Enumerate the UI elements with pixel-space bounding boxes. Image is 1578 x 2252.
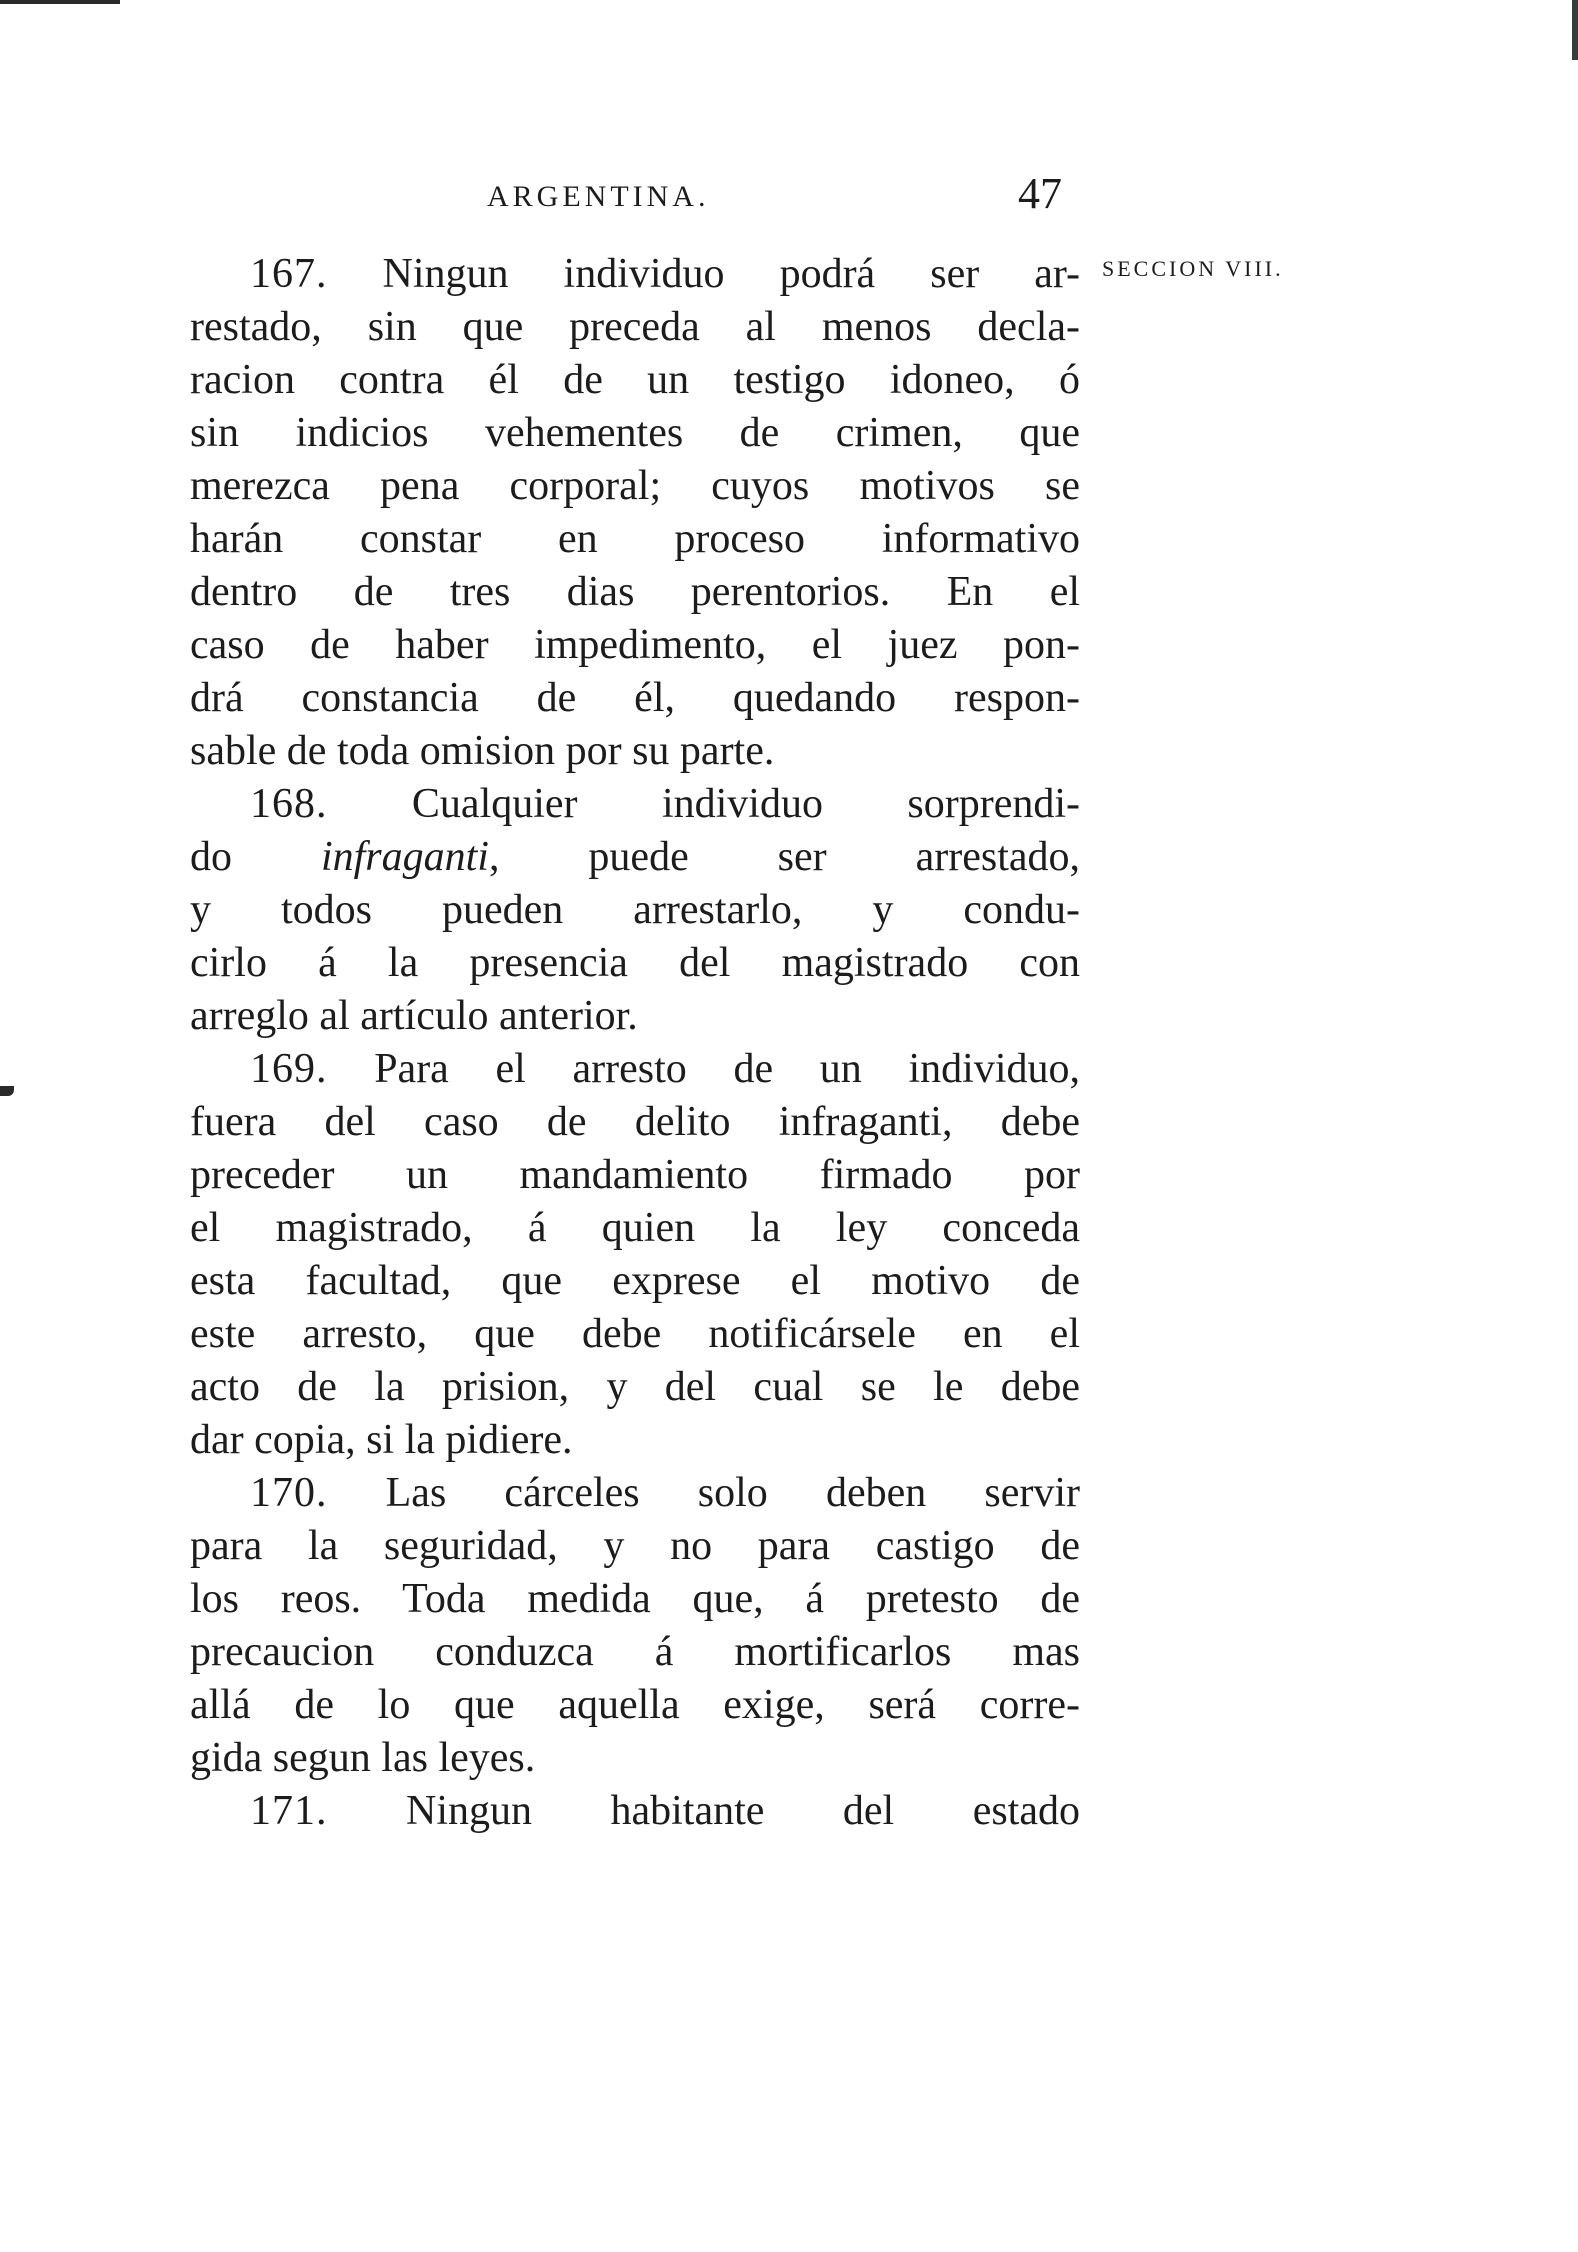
margin-section-note: SECCION VIII.	[1102, 256, 1284, 281]
scan-edge-mark	[0, 0, 120, 4]
text-line	[190, 1467, 1080, 1520]
article-number: 168.	[250, 781, 328, 827]
running-head	[487, 168, 1062, 228]
text-line: arreglo al artículo anterior.	[190, 993, 638, 1039]
italic-term: infraganti	[320, 834, 489, 880]
text-line: allá de lo que aquella exige, será corre-	[190, 1682, 1080, 1728]
article-number: 167.	[250, 251, 328, 297]
text-line: para la seguridad, y no para castigo de	[190, 1523, 1080, 1569]
text-line	[190, 831, 1080, 884]
text-line	[190, 1043, 1080, 1096]
line-text: Las cárceles solo deben servir	[327, 1470, 1080, 1516]
text-line: acto de la prision, y del cual se le debe	[190, 1364, 1080, 1410]
text-line	[190, 248, 1080, 301]
line-text: Ningun individuo podrá ser ar-	[327, 251, 1080, 297]
running-head-title: ARGENTINA.	[487, 180, 710, 213]
scan-edge-mark	[0, 1086, 14, 1096]
body-text	[190, 248, 1080, 1838]
text-line: gida segun las leyes.	[190, 1735, 536, 1781]
page-number: 47	[1018, 169, 1062, 218]
text-line: y todos pueden arrestarlo, y condu-	[190, 887, 1080, 933]
article-number: 170.	[250, 1470, 328, 1516]
text-line: caso de haber impedimento, el juez pon-	[190, 622, 1080, 668]
line-text: Para el arresto de un individuo,	[327, 1046, 1080, 1092]
text-line: sable de toda omision por su parte.	[190, 728, 775, 774]
text-line	[190, 1785, 1080, 1838]
text-line: preceder un mandamiento firmado por	[190, 1152, 1080, 1198]
text-line: esta facultad, que exprese el motivo de	[190, 1258, 1080, 1304]
text-line: el magistrado, á quien la ley conceda	[190, 1205, 1080, 1251]
line-text: Cualquier individuo sorprendi-	[327, 781, 1080, 827]
text-line: dar copia, si la pidiere.	[190, 1417, 573, 1463]
article-number: 169.	[250, 1046, 328, 1092]
text-line: harán constar en proceso informativo	[190, 516, 1080, 562]
text-line: precaucion conduzca á mortificarlos mas	[190, 1629, 1080, 1675]
scan-edge-mark	[1572, 0, 1578, 60]
text-line: dentro de tres dias perentorios. En el	[190, 569, 1080, 615]
text-line: sin indicios vehementes de crimen, que	[190, 410, 1080, 456]
line-text: Ningun habitante del estado	[327, 1788, 1080, 1834]
text-line: drá constancia de él, quedando respon-	[190, 675, 1080, 721]
line-text: , puede ser arrestado,	[488, 834, 1080, 880]
line-text: do	[190, 834, 321, 880]
text-line: fuera del caso de delito infraganti, debe	[190, 1099, 1080, 1145]
text-line: racion contra él de un testigo idoneo, ó	[190, 357, 1080, 403]
text-line: cirlo á la presencia del magistrado con	[190, 940, 1080, 986]
text-line: merezca pena corporal; cuyos motivos se	[190, 463, 1080, 509]
text-line: este arresto, que debe notificársele en el	[190, 1311, 1080, 1357]
text-line	[190, 778, 1080, 831]
text-line: restado, sin que preceda al menos decla-	[190, 304, 1080, 350]
text-line: los reos. Toda medida que, á pretesto de	[190, 1576, 1080, 1622]
article-number: 171.	[250, 1788, 328, 1834]
